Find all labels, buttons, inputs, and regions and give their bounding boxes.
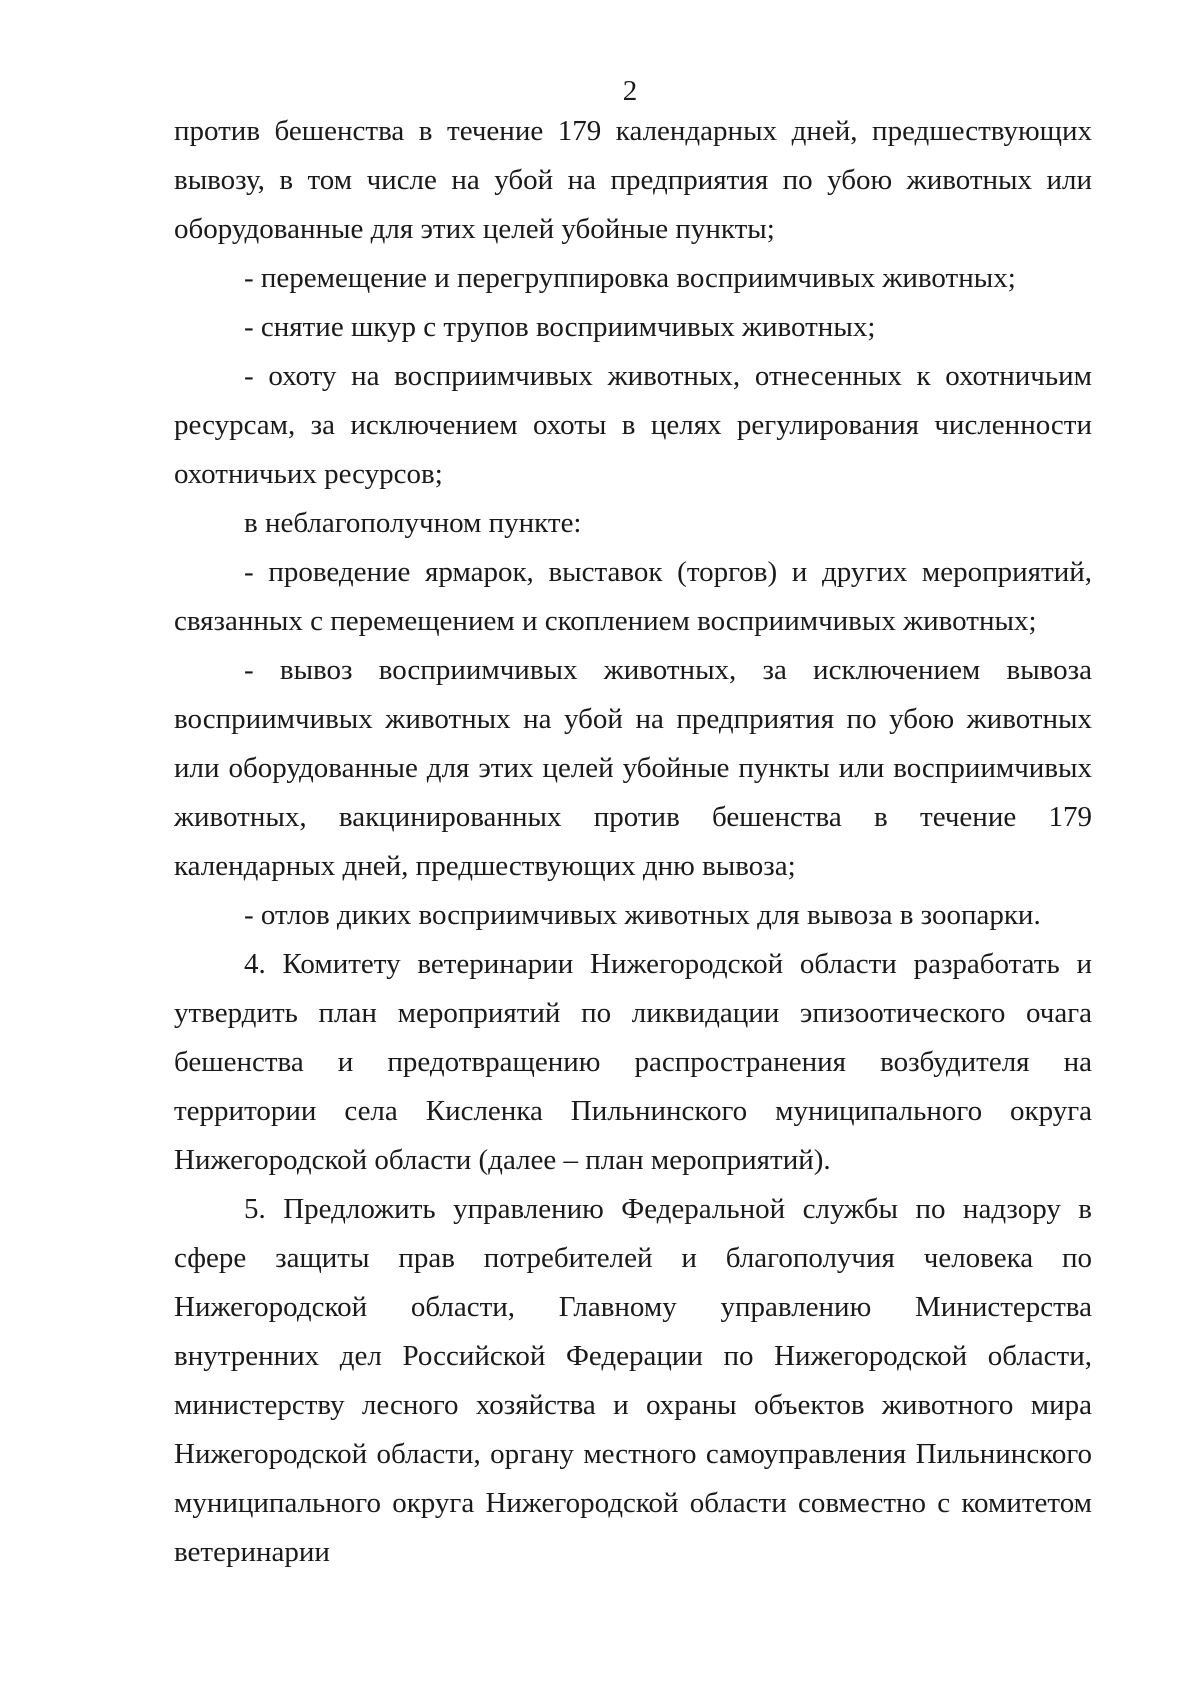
document-body [174, 107, 1092, 1577]
page-number: 2 [622, 75, 638, 107]
paragraph-item-4: 4. Комитету ветеринарии Нижегородской области разработать и утвердить план мероприятий по ликвидации эпизоотического очага бешенства и предотвращению распространения возбудителя на территории села Кисленка Пильнинского муниципального округа Нижегородской области (далее – план мероприятий). [174, 948, 1092, 1176]
paragraph-item-5: 5. Предложить управлению Федеральной службы по надзору в сфере защиты прав потребителей и благополучия человека по Нижегородской области, Главному управлению Министерства внутренних дел Российской Федерации по Нижегородской области, министерству лесного хозяйства и охраны объектов животного мира Нижегородской области, органу местного самоуправления Пильнинского муниципального округа Нижегородской области совместно с комитетом ветеринарии [174, 1193, 1092, 1568]
paragraph-affected-area: в неблагополучном пункте: [244, 507, 582, 539]
paragraph-export: - вывоз восприимчивых животных, за исключением вывоза восприимчивых животных на убой на предприятия по убою животных или оборудованные для этих целей убойные пункты или восприимчивых животных, вакцинированных против бешенства в течение 179 календарных дней, предшествующих дню вывоза; [174, 654, 1092, 882]
paragraph-hunting: - охоту на восприимчивых животных, отнесенных к охотничьим ресурсам, за исключением охоты в целях регулирования численности охотничьих ресурсов; [174, 360, 1092, 490]
paragraph-capture: - отлов диких восприимчивых животных для вывоза в зоопарки. [244, 899, 1041, 931]
paragraph-relocation: - перемещение и перегруппировка восприимчивых животных; [244, 262, 1016, 294]
paragraph-continuation: против бешенства в течение 179 календарных дней, предшествующих вывозу, в том числе на убой на предприятия по убою животных или оборудованные для этих целей убойные пункты; [174, 115, 1092, 245]
paragraph-fairs: - проведение ярмарок, выставок (торгов) и других мероприятий, связанных с перемещением и скоплением восприимчивых животных; [174, 556, 1092, 637]
paragraph-skinning: - снятие шкур с трупов восприимчивых животных; [244, 311, 876, 343]
